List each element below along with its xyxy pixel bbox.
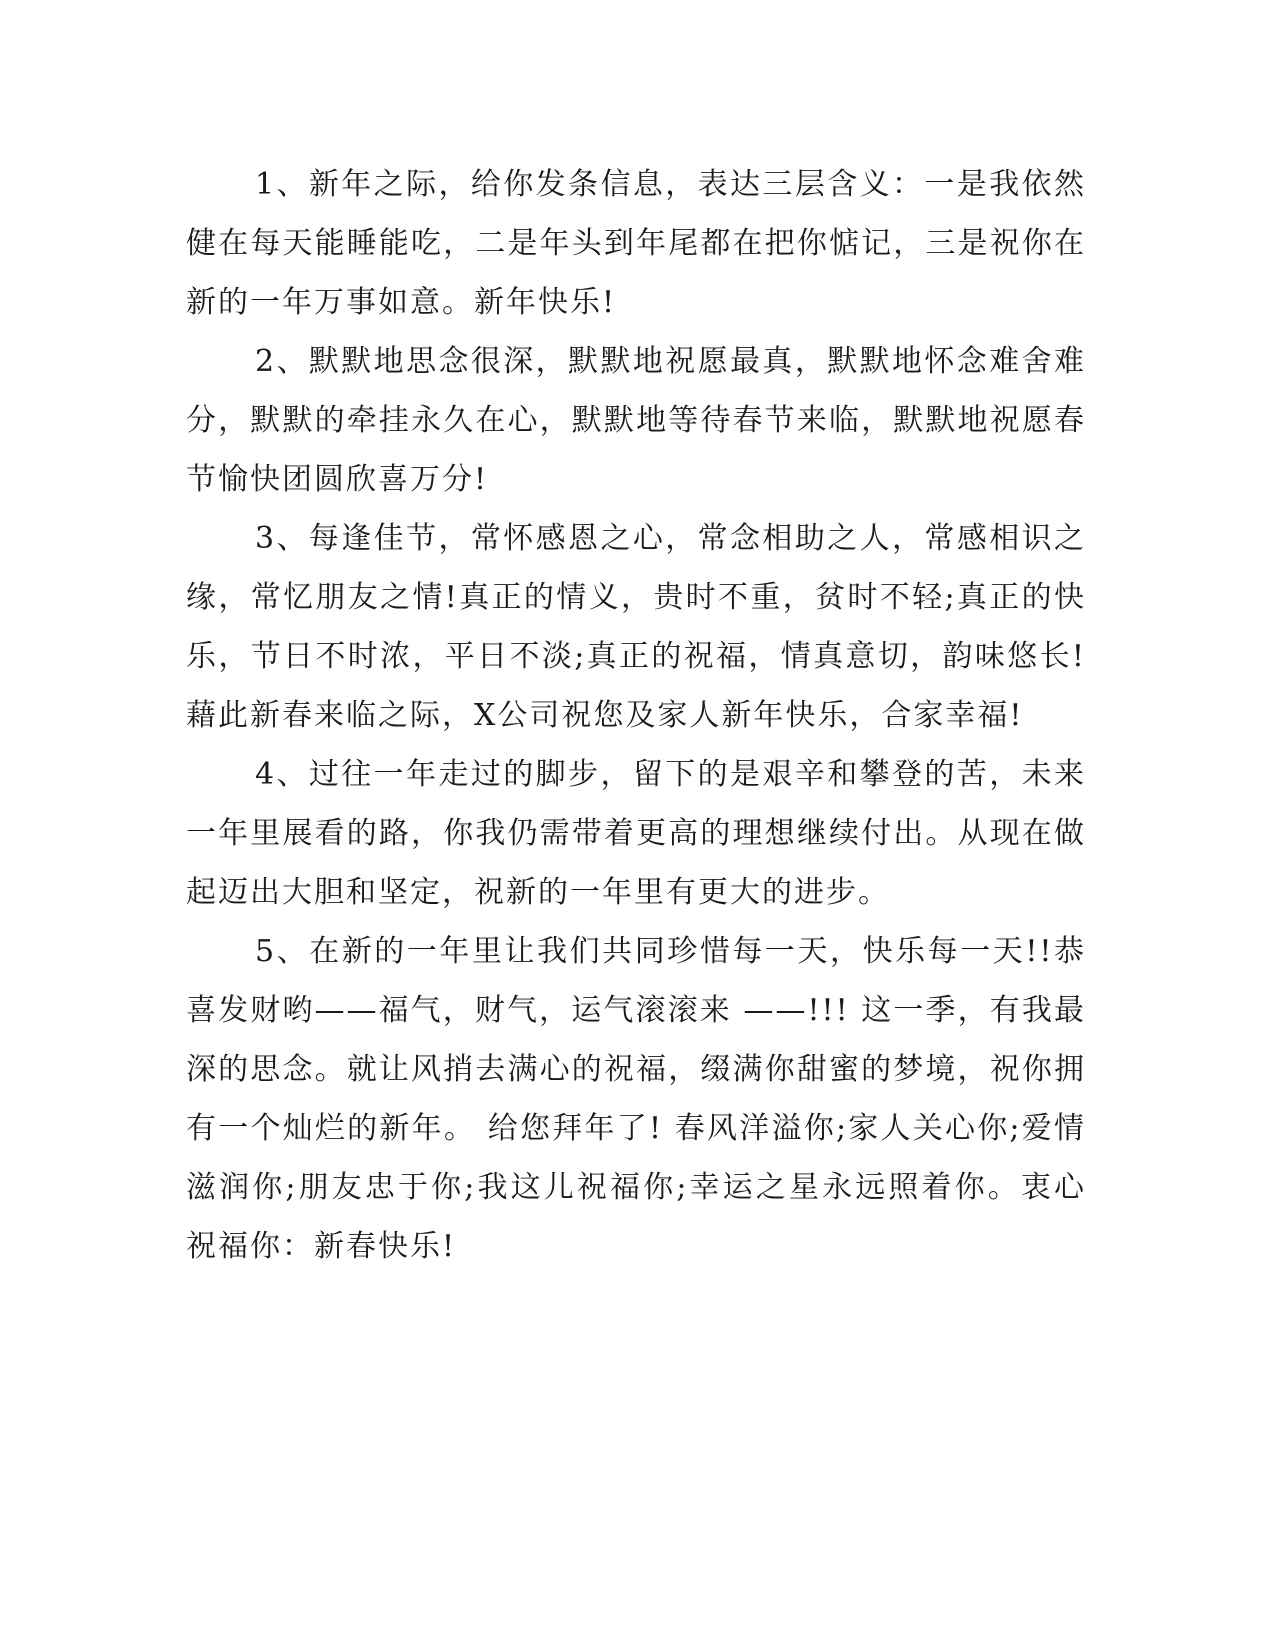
document-body [186,155,1086,1276]
paragraph-1: 1、新年之际，给你发条信息，表达三层含义：一是我依然健在每天能睡能吃，二是年头到年尾都在把你惦记，三是祝你在新的一年万事如意。新年快乐! [186,167,1086,320]
paragraph-4: 4、过往一年走过的脚步，留下的是艰辛和攀登的苦，未来一年里展看的路，你我仍需带着更高的理想继续付出。从现在做起迈出大胆和坚定，祝新的一年里有更大的进步。 [186,757,1086,910]
paragraph-5: 5、在新的一年里让我们共同珍惜每一天，快乐每一天!!恭喜发财哟——福气，财气，运气滚滚来 ——!!! 这一季，有我最深的思念。就让风捎去满心的祝福，缀满你甜蜜的梦境，祝你拥有一个灿烂的新年。 给您拜年了! 春风洋溢你;家人关心你;爱情滋润你;朋友忠于你;我这儿祝福你;幸运之星永远照着你。衷心祝福你：新春快乐! [186,934,1086,1264]
paragraph-3: 3、每逢佳节，常怀感恩之心，常念相助之人，常感相识之缘，常忆朋友之情!真正的情义，贵时不重，贫时不轻;真正的快乐，节日不时浓，平日不淡;真正的祝福，情真意切，韵味悠长!藉此新春来临之际，X公司祝您及家人新年快乐，合家幸福! [186,521,1086,733]
paragraph-2: 2、默默地思念很深，默默地祝愿最真，默默地怀念难舍难分，默默的牵挂永久在心，默默地等待春节来临，默默地祝愿春节愉快团圆欣喜万分! [186,344,1086,497]
